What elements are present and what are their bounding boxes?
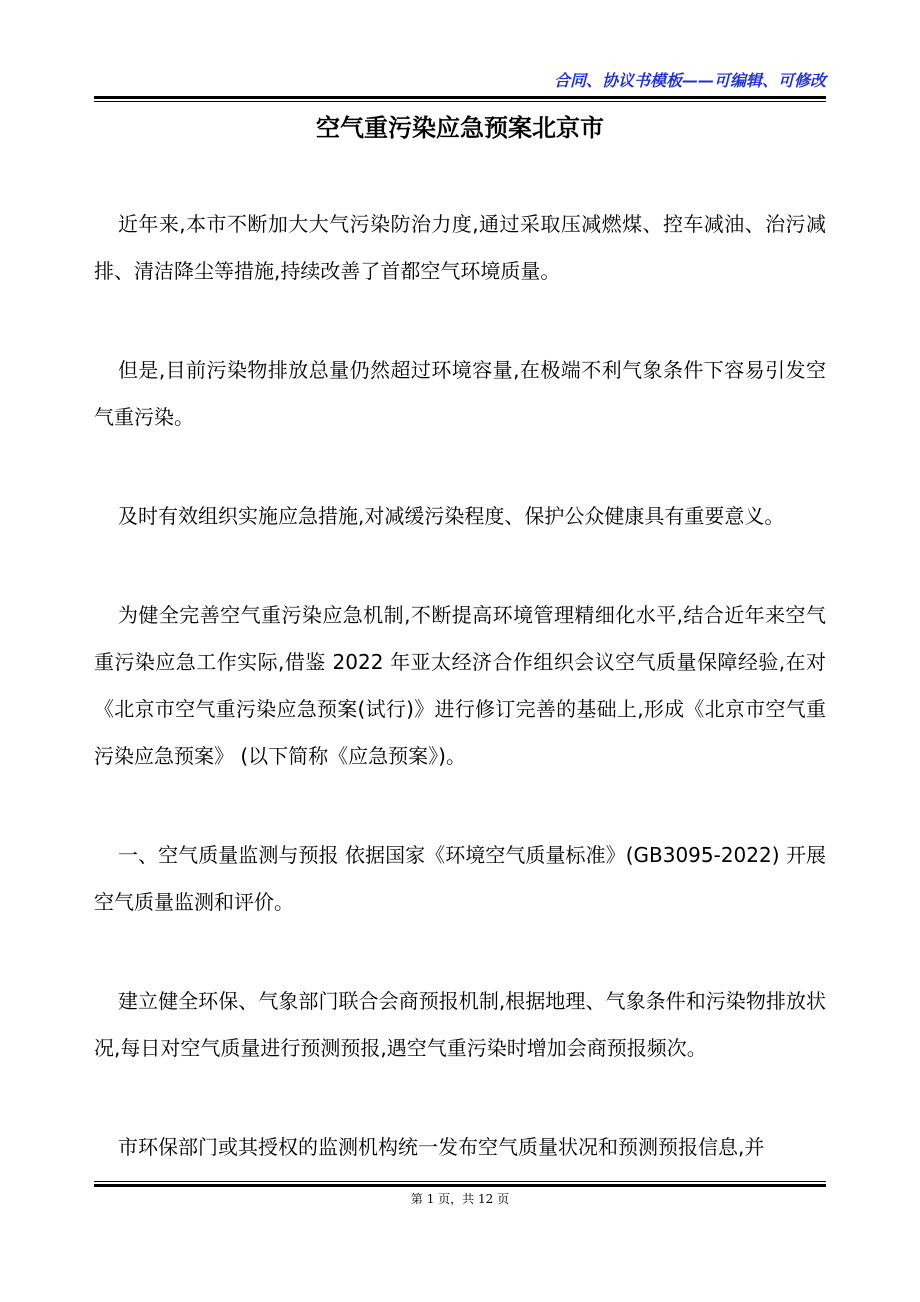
- header-tag: 合同、协议书模板——可编辑、可修改: [553, 71, 826, 90]
- page-number: 第 1 页，共 12 页: [410, 1192, 510, 1206]
- paragraph: 一、空气质量监测与预报 依据国家《环境空气质量标准》(GB3095-2022) 开展空气质量监测和评价。: [94, 843, 826, 914]
- paragraph: 建立健全环保、气象部门联合会商预报机制,根据地理、气象条件和污染物排放状况,每日对空气质量进行预测预报,遇空气重污染时增加会商预报频次。: [94, 989, 826, 1060]
- footer-rule-thick: [94, 1184, 826, 1187]
- document-title: 空气重污染应急预案北京市: [316, 114, 604, 142]
- document-body: [94, 201, 826, 1171]
- footer-rule-thin: [94, 1181, 826, 1182]
- header-rule-thin: [94, 101, 826, 102]
- paragraph: 为健全完善空气重污染应急机制,不断提高环境管理精细化水平,结合近年来空气重污染应急工作实际,借鉴 2022 年亚太经济合作组织会议空气质量保障经验,在对《北京市空气重污染应急预案(试行)》进行修订完善的基础上,形成《北京市空气重污染应急预案》 (以下简称《应急预案》)。: [94, 603, 826, 768]
- paragraph: 及时有效组织实施应急措施,对减缓污染程度、保护公众健康具有重要意义。: [118, 504, 785, 528]
- header-rule-thick: [94, 96, 826, 99]
- paragraph: 但是,目前污染物排放总量仍然超过环境容量,在极端不利气象条件下容易引发空气重污染。: [94, 358, 826, 429]
- paragraph: 市环保部门或其授权的监测机构统一发布空气质量状况和预测预报信息,并: [118, 1135, 765, 1159]
- paragraph: 近年来,本市不断加大大气污染防治力度,通过采取压减燃煤、控车减油、治污减排、清洁降尘等措施,持续改善了首都空气环境质量。: [94, 212, 826, 283]
